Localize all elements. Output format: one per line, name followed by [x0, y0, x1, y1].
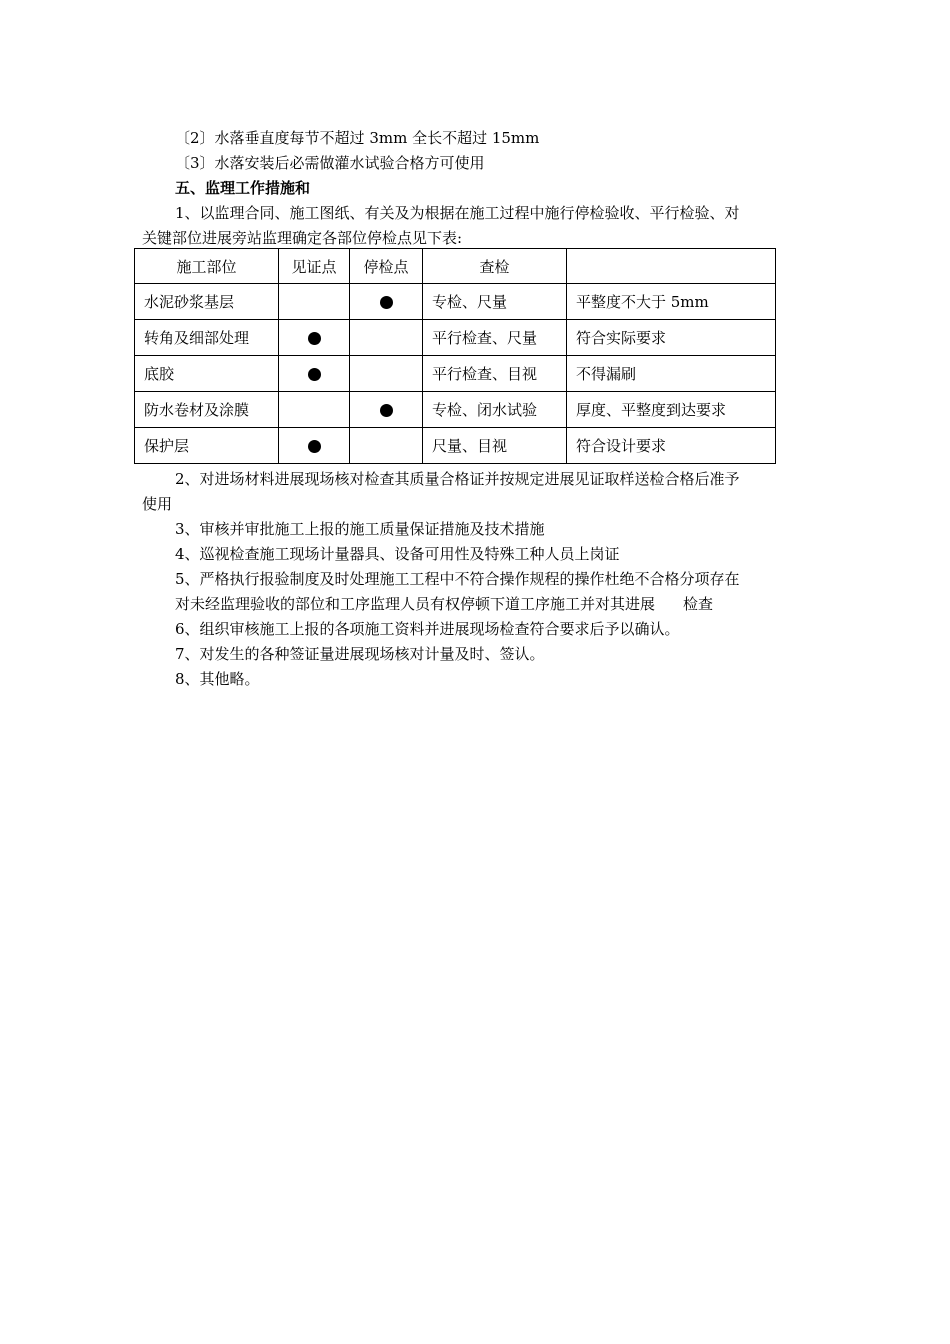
checkpoint-dot	[308, 368, 321, 381]
cell-requirement: 符合设计要求	[567, 428, 776, 464]
cell-hold	[350, 392, 423, 428]
item-5-line-1: 5、严格执行报验制度及时处理施工工程中不符合操作规程的操作杜绝不合格分项存在	[175, 570, 740, 588]
cell-witness	[279, 392, 350, 428]
item-5-line-2	[175, 594, 713, 614]
cell-hold	[350, 320, 423, 356]
header-witness: 见证点	[279, 249, 350, 284]
cell-witness	[279, 284, 350, 320]
table-row	[135, 284, 776, 320]
cell-part: 保护层	[135, 428, 279, 464]
item-6: 6、组织审核施工上报的各项施工资料并进展现场检查符合要求后予以确认。	[175, 620, 680, 638]
cell-method: 平行检查、目视	[423, 356, 567, 392]
cell-requirement: 厚度、平整度到达要求	[567, 392, 776, 428]
table-row	[135, 320, 776, 356]
cell-method: 尺量、目视	[423, 428, 567, 464]
cell-part: 底胶	[135, 356, 279, 392]
intro-line-3: 〔3〕水落安装后必需做灌水试验合格方可使用	[175, 154, 485, 172]
item-3: 3、审核并审批施工上报的施工质量保证措施及技术措施	[175, 520, 545, 538]
section-heading: 五、监理工作措施和	[175, 179, 311, 197]
checkpoint-dot	[308, 332, 321, 345]
cell-part: 防水卷材及涂膜	[135, 392, 279, 428]
table-row	[135, 392, 776, 428]
item-8: 8、其他略。	[175, 670, 260, 688]
header-requirement	[567, 249, 776, 284]
table-row	[135, 428, 776, 464]
cell-hold	[350, 428, 423, 464]
header-method: 查检	[423, 249, 567, 284]
intro-line-2: 〔2〕水落垂直度每节不超过 3mm 全长不超过 15mm	[175, 129, 540, 147]
checkpoint-dot	[308, 440, 321, 453]
cell-requirement: 符合实际要求	[567, 320, 776, 356]
cell-witness	[279, 428, 350, 464]
cell-hold	[350, 356, 423, 392]
item-2-line-1: 2、对进场材料进展现场核对检查其质量合格证并按规定进展见证取样送检合格后准予	[175, 470, 740, 488]
checkpoint-dot	[380, 404, 393, 417]
cell-witness	[279, 356, 350, 392]
paragraph-1-line-1: 1、以监理合同、施工图纸、有关及为根据在施工过程中施行停检验收、平行检验、对	[175, 204, 740, 222]
paragraph-1-line-2: 关键部位进展旁站监理确定各部位停检点见下表:	[142, 229, 463, 247]
item-5-line-2-text: 对未经监理验收的部位和工序监理人员有权停顿下道工序施工并对其进展	[175, 595, 656, 613]
item-5-line-2-tail: 检查	[683, 595, 714, 613]
cell-part: 水泥砂浆基层	[135, 284, 279, 320]
cell-method: 专检、尺量	[423, 284, 567, 320]
cell-requirement: 平整度不大于 5mm	[567, 284, 776, 320]
header-hold: 停检点	[350, 249, 423, 284]
item-2-line-2: 使用	[142, 495, 173, 513]
table-row	[135, 356, 776, 392]
cell-method: 平行检查、尺量	[423, 320, 567, 356]
cell-part: 转角及细部处理	[135, 320, 279, 356]
cell-requirement: 不得漏刷	[567, 356, 776, 392]
table-header-row	[135, 249, 776, 284]
header-part: 施工部位	[135, 249, 279, 284]
cell-method: 专检、闭水试验	[423, 392, 567, 428]
checkpoint-dot	[380, 296, 393, 309]
checkpoint-table	[134, 248, 776, 464]
item-7: 7、对发生的各种签证量进展现场核对计量及时、签认。	[175, 645, 545, 663]
cell-witness	[279, 320, 350, 356]
item-4: 4、巡视检查施工现场计量器具、设备可用性及特殊工种人员上岗证	[175, 545, 620, 563]
cell-hold	[350, 284, 423, 320]
